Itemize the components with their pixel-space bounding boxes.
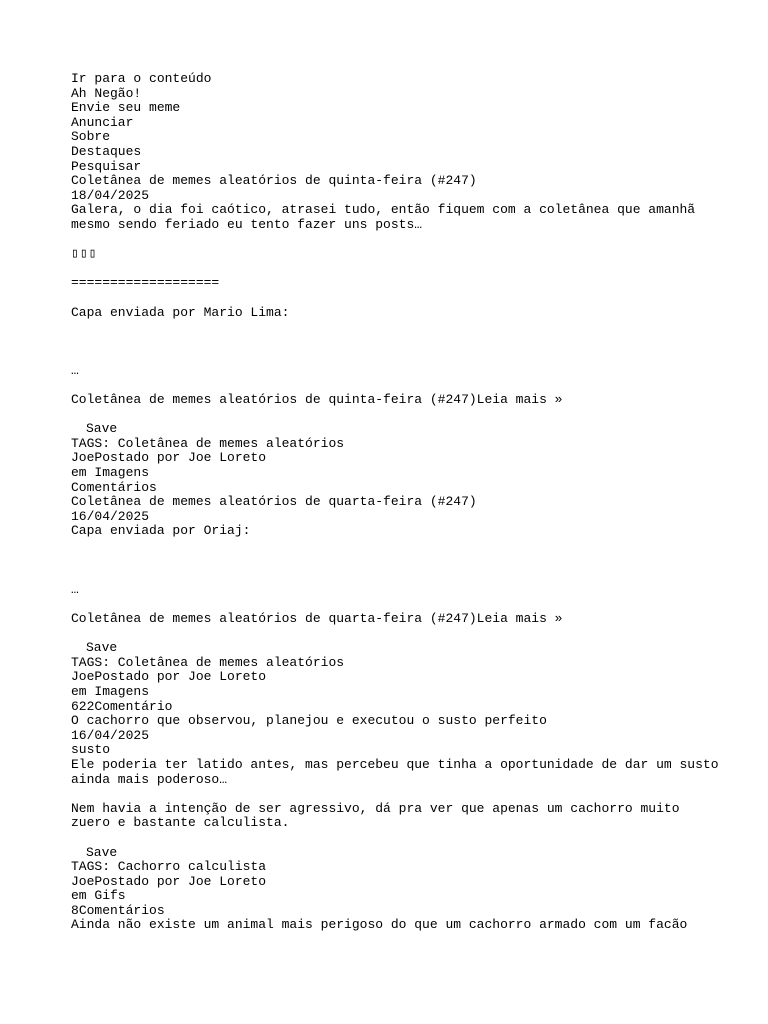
post-title-link[interactable]: Coletânea de memes aleatórios de quinta-feira (#247) [71, 173, 477, 189]
post-author-row [71, 451, 761, 466]
read-more-title: Coletânea de memes aleatórios de quarta-feira (#247) [71, 611, 477, 626]
post-cover-credit: Capa enviada por Oriaj: [71, 523, 251, 539]
read-more-row [71, 612, 761, 627]
site-title-link[interactable]: Ah Negão! [71, 85, 142, 101]
post-comments-link[interactable]: Comentários [71, 479, 157, 495]
post-tag-word: susto [71, 742, 111, 758]
author-avatar-alt[interactable]: Joe [71, 450, 95, 466]
read-more-title: Coletânea de memes aleatórios de quinta-feira (#247) [71, 392, 477, 408]
nav-item-sobre[interactable]: Sobre [71, 129, 111, 145]
post-tags-link[interactable]: TAGS: Cachorro calculista [71, 859, 267, 875]
nav-item-envie-seu-meme[interactable]: Envie seu meme [71, 100, 181, 116]
post-date: 18/04/2025 [71, 187, 150, 203]
post-author-row [71, 875, 761, 890]
skip-to-content-link[interactable]: Ir para o conteúdo [71, 71, 212, 86]
post-title-link[interactable]: Coletânea de memes aleatórios de quarta-feira (#247) [71, 494, 477, 510]
post-comments-link[interactable] [71, 904, 761, 919]
post-title-link[interactable]: Ainda não existe um animal mais perigoso do que um cachorro armado com um facão [71, 917, 688, 933]
post-category-link[interactable]: em Gifs [71, 888, 126, 904]
comments-label: Comentário [94, 698, 173, 714]
post-article [71, 714, 761, 918]
nav-item-anunciar[interactable]: Anunciar [71, 114, 134, 130]
post-article [71, 174, 761, 495]
comments-label: Comentários [78, 902, 165, 918]
post-excerpt-line: Galera, o dia foi caótico, atrasei tudo, então fiquem com a coletânea que amanhã [71, 202, 696, 218]
post-category-link[interactable]: em Imagens [71, 683, 150, 699]
post-cover-credit: Capa enviada por Mario Lima: [71, 304, 290, 320]
author-link[interactable]: Postado por Joe Loreto [94, 873, 267, 889]
save-button[interactable]: Save [86, 844, 118, 860]
post-author-row [71, 670, 761, 685]
post-body-line: Ele poderia ter latido antes, mas percebeu que tinha a oportunidade de dar um susto [71, 756, 719, 772]
post-tags-link[interactable]: TAGS: Coletânea de memes aleatórios [71, 435, 345, 451]
save-button[interactable]: Save [86, 640, 118, 656]
post-tags-link[interactable]: TAGS: Coletânea de memes aleatórios [71, 654, 345, 670]
post-body-line: Nem havia a intenção de ser agressivo, dá pra ver que apenas um cachorro muito [71, 800, 680, 816]
post-comments-link[interactable] [71, 700, 761, 715]
comment-count: 8 [71, 902, 79, 918]
author-link[interactable]: Postado por Joe Loreto [94, 669, 267, 685]
nav-item-pesquisar[interactable]: Pesquisar [71, 158, 142, 174]
post-ellipsis: … [71, 362, 79, 378]
author-avatar-alt[interactable]: Joe [71, 669, 95, 685]
page-content [71, 72, 761, 933]
post-date: 16/04/2025 [71, 727, 150, 743]
author-link[interactable]: Postado por Joe Loreto [94, 450, 267, 466]
post-category-link[interactable]: em Imagens [71, 465, 150, 481]
nav-item-destaques[interactable]: Destaques [71, 143, 142, 159]
post-article [71, 918, 761, 933]
post-date: 16/04/2025 [71, 508, 150, 524]
author-avatar-alt[interactable]: Joe [71, 873, 95, 889]
comment-count: 622 [71, 698, 95, 714]
post-excerpt-line: mesmo sendo feriado eu tento fazer uns posts… [71, 216, 423, 232]
read-more-link[interactable]: Leia mais » [476, 611, 563, 626]
save-button[interactable]: Save [86, 421, 118, 437]
read-more-link[interactable]: Leia mais » [476, 392, 563, 408]
post-title-link[interactable]: O cachorro que observou, planejou e executou o susto perfeito [71, 713, 547, 729]
post-body-line: zuero e bastante calculista. [71, 815, 290, 831]
post-article [71, 495, 761, 714]
read-more-row [71, 393, 761, 408]
post-ellipsis: … [71, 581, 79, 597]
post-divider: =================== [71, 275, 220, 291]
post-body-line: ainda mais poderoso… [71, 771, 228, 787]
missing-glyph-icon: ▯▯▯ [71, 246, 98, 262]
